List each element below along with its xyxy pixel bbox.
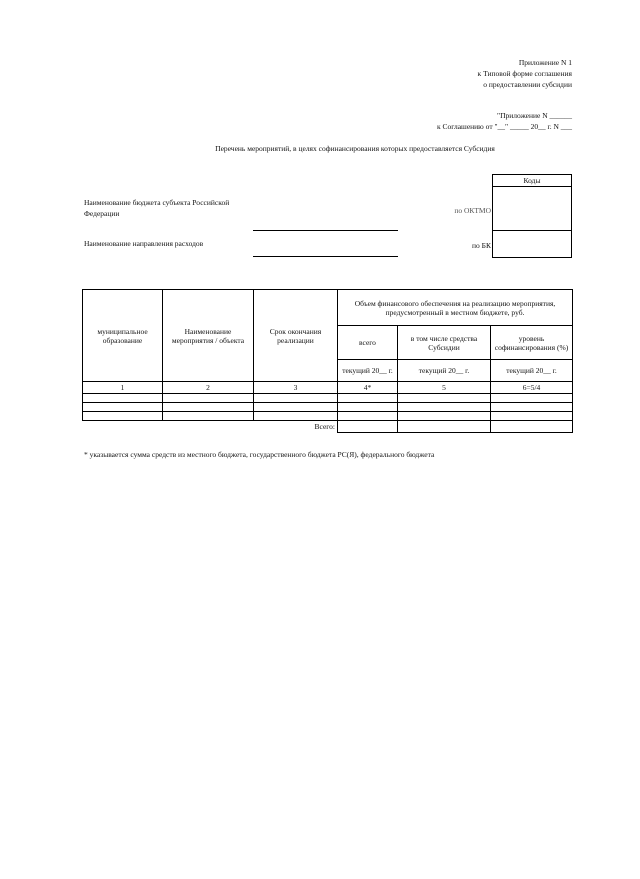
table-row	[83, 403, 573, 412]
codes-header: Коды	[493, 175, 571, 187]
table-cell[interactable]	[491, 403, 573, 412]
total-label: Всего:	[83, 421, 338, 433]
table-cell[interactable]	[163, 403, 254, 412]
page-title: Перечень мероприятий, в целях софинансирования которых предоставляется Субсидия	[215, 144, 495, 153]
col-header-municipality: муниципальное образование	[83, 290, 163, 382]
oktmo-label: по ОКТМО	[454, 206, 491, 215]
budget-name-label: Наименование бюджета субъекта Российской Федерации	[84, 198, 230, 218]
col-number-5: 5	[398, 382, 491, 394]
codes-divider	[493, 230, 571, 231]
bk-label: по БК	[472, 241, 491, 250]
table-cell[interactable]	[398, 412, 491, 421]
expense-direction-label: Наименование направления расходов	[84, 239, 204, 248]
total-cell[interactable]	[338, 421, 398, 433]
expense-direction-field[interactable]	[253, 256, 398, 257]
footnote: * указывается сумма средств из местного бюджета, государственного бюджета РС(Я), федерального бюджета	[84, 450, 435, 459]
appendix-line-1: Приложение N 1	[518, 58, 572, 67]
table-cell[interactable]	[491, 394, 573, 403]
col-header-event-name: Наименование мероприятия / объекта	[163, 290, 254, 382]
events-table	[82, 289, 573, 433]
table-cell[interactable]	[254, 403, 338, 412]
col-number-3: 3	[254, 382, 338, 394]
col-header-level: уровень софинансирования (%)	[491, 326, 573, 360]
table-cell[interactable]	[338, 403, 398, 412]
table-cell[interactable]	[338, 394, 398, 403]
col-header-subsidy: в том числе средства Субсидии	[398, 326, 491, 360]
table-cell[interactable]	[398, 394, 491, 403]
table-row	[83, 394, 573, 403]
table-cell[interactable]	[491, 412, 573, 421]
total-cell[interactable]	[398, 421, 491, 433]
col-number-6: 6=5/4	[491, 382, 573, 394]
total-row	[83, 421, 573, 433]
subheader-total-year: текущий 20__ г.	[338, 360, 398, 382]
table-cell[interactable]	[254, 394, 338, 403]
total-cell[interactable]	[491, 421, 573, 433]
appendix-line-2: к Типовой форме соглашения	[477, 69, 572, 78]
table-row	[83, 412, 573, 421]
table-cell[interactable]	[83, 403, 163, 412]
appendix-line-3: о предоставлении субсидии	[483, 80, 572, 89]
subheader-subsidy-year: текущий 20__ г.	[398, 360, 491, 382]
table-cell[interactable]	[338, 412, 398, 421]
col-number-2: 2	[163, 382, 254, 394]
col-header-deadline: Срок окончания реализации	[254, 290, 338, 382]
col-number-1: 1	[83, 382, 163, 394]
inner-appendix-line-2: к Соглашению от "__" _____ 20__ г. N ___	[437, 122, 572, 131]
inner-appendix-line-1: "Приложение N ______	[497, 111, 572, 120]
table-cell[interactable]	[163, 412, 254, 421]
col-number-4: 4*	[338, 382, 398, 394]
budget-name-field[interactable]	[253, 230, 398, 231]
codes-box	[492, 174, 572, 258]
col-header-funding-group: Объем финансового обеспечения на реализацию мероприятия, предусмотренный в местном бюджете, руб.	[338, 290, 573, 326]
subheader-level-year: текущий 20__ г.	[491, 360, 573, 382]
table-cell[interactable]	[83, 394, 163, 403]
col-header-total: всего	[338, 326, 398, 360]
table-cell[interactable]	[83, 412, 163, 421]
table-cell[interactable]	[398, 403, 491, 412]
table-cell[interactable]	[254, 412, 338, 421]
table-cell[interactable]	[163, 394, 254, 403]
